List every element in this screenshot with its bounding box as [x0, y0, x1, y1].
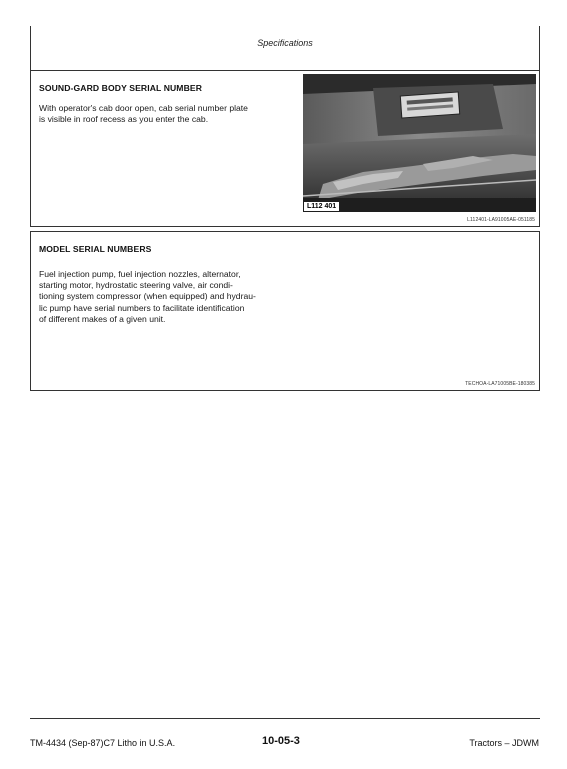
body-line: tioning system compressor (when equipped) and hydrau-: [39, 291, 256, 302]
footer-divider: [30, 718, 540, 719]
photo-label: L112 401: [304, 202, 339, 211]
section-title: MODEL SERIAL NUMBERS: [39, 244, 152, 254]
body-line: Fuel injection pump, fuel injection nozzles, alternator,: [39, 269, 241, 279]
body-line: With operator's cab door open, cab serial number plate: [39, 103, 248, 113]
section-body: [39, 103, 294, 125]
photo-illustration: [303, 74, 536, 212]
section-model-serial-numbers: [30, 231, 540, 391]
cab-serial-plate-photo: [303, 74, 536, 212]
body-line: starting motor, hydrostatic steering valve, air condi-: [39, 280, 233, 291]
body-line: lic pump have serial numbers to facilitate identification: [39, 302, 245, 313]
section-title: SOUND-GARD BODY SERIAL NUMBER: [39, 83, 203, 93]
body-line: of different makes of a given unit.: [39, 313, 166, 324]
footer-page-number: 10-05-3: [262, 735, 300, 747]
body-line: is visible in roof recess as you enter the cab.: [39, 114, 209, 125]
footer-product: Tractors – JDWM: [469, 738, 539, 748]
footer-publication: TM-4434 (Sep-87)C7 Litho in U.S.A.: [30, 738, 176, 748]
header-frame: [30, 26, 540, 70]
reference-code: TECHOA-LA71005BE-180385: [465, 381, 535, 387]
section-body: [39, 269, 279, 325]
reference-code: L112401-LA91005AE-051185: [467, 217, 535, 223]
section-sound-gard-serial: [30, 70, 540, 227]
page-header-title: Specifications: [257, 38, 313, 48]
